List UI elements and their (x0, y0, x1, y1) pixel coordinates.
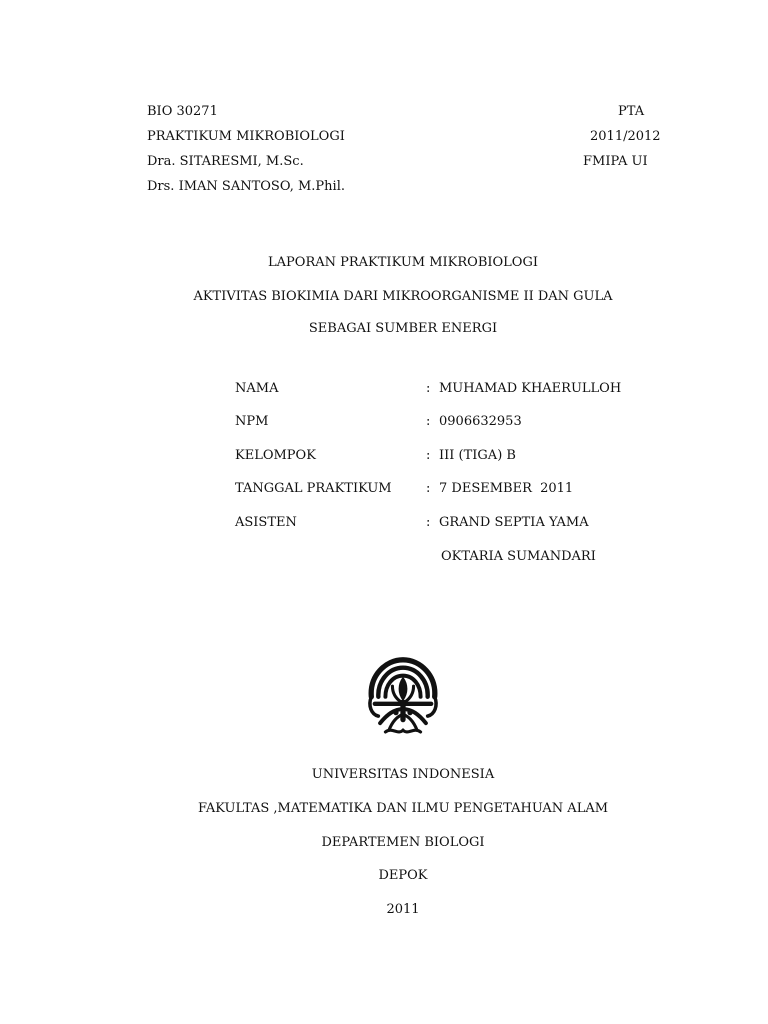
city-name: DEPOK (378, 868, 428, 883)
report-title-line-3: SEBAGAI SUMBER ENERGI (308, 321, 498, 336)
course-code: BIO 30271 (147, 104, 218, 119)
field-value-npm: 0906632953 (439, 414, 522, 429)
course-name: PRAKTIKUM MIKROBIOLOGI (147, 129, 345, 144)
faculty-short: FMIPA UI (583, 154, 648, 169)
field-label-kelompok: KELOMPOK (235, 448, 316, 463)
field-value-nama: MUHAMAD KHAERULLOH (439, 381, 622, 396)
academic-year: 2011/2012 (590, 129, 661, 144)
field-label-tanggal: TANGGAL PRAKTIKUM (235, 481, 392, 496)
report-title-line-1: LAPORAN PRAKTIKUM MIKROBIOLOGI (268, 255, 538, 270)
department-name: DEPARTEMEN BIOLOGI (321, 835, 485, 850)
lecturer-1: Dra. SITARESMI, M.Sc. (147, 154, 304, 169)
field-label-asisten: ASISTEN (235, 515, 297, 530)
field-value-tanggal: 7 DESEMBER 2011 (439, 481, 574, 496)
faculty-name: FAKULTAS ,MATEMATIKA DAN ILMU PENGETAHUAN ALAM (197, 801, 609, 816)
field-label-nama: NAMA (235, 381, 279, 396)
field-colon: : (426, 448, 431, 463)
field-colon: : (426, 481, 431, 496)
university-logo-icon (359, 651, 447, 739)
report-title-line-2: AKTIVITAS BIOKIMIA DARI MIKROORGANISME II DAN GULA (193, 289, 613, 304)
field-value-kelompok: III (TIGA) B (439, 448, 516, 463)
field-colon: : (426, 515, 431, 530)
lecturer-2: Drs. IMAN SANTOSO, M.Phil. (147, 179, 345, 194)
field-value-asisten-1: GRAND SEPTIA YAMA (439, 515, 589, 530)
field-value-asisten-2: OKTARIA SUMANDARI (441, 549, 596, 564)
field-colon: : (426, 414, 431, 429)
university-name: UNIVERSITAS INDONESIA (311, 767, 495, 782)
term-label: PTA (618, 104, 645, 119)
field-label-npm: NPM (235, 414, 269, 429)
report-year: 2011 (386, 902, 420, 917)
field-colon: : (426, 381, 431, 396)
